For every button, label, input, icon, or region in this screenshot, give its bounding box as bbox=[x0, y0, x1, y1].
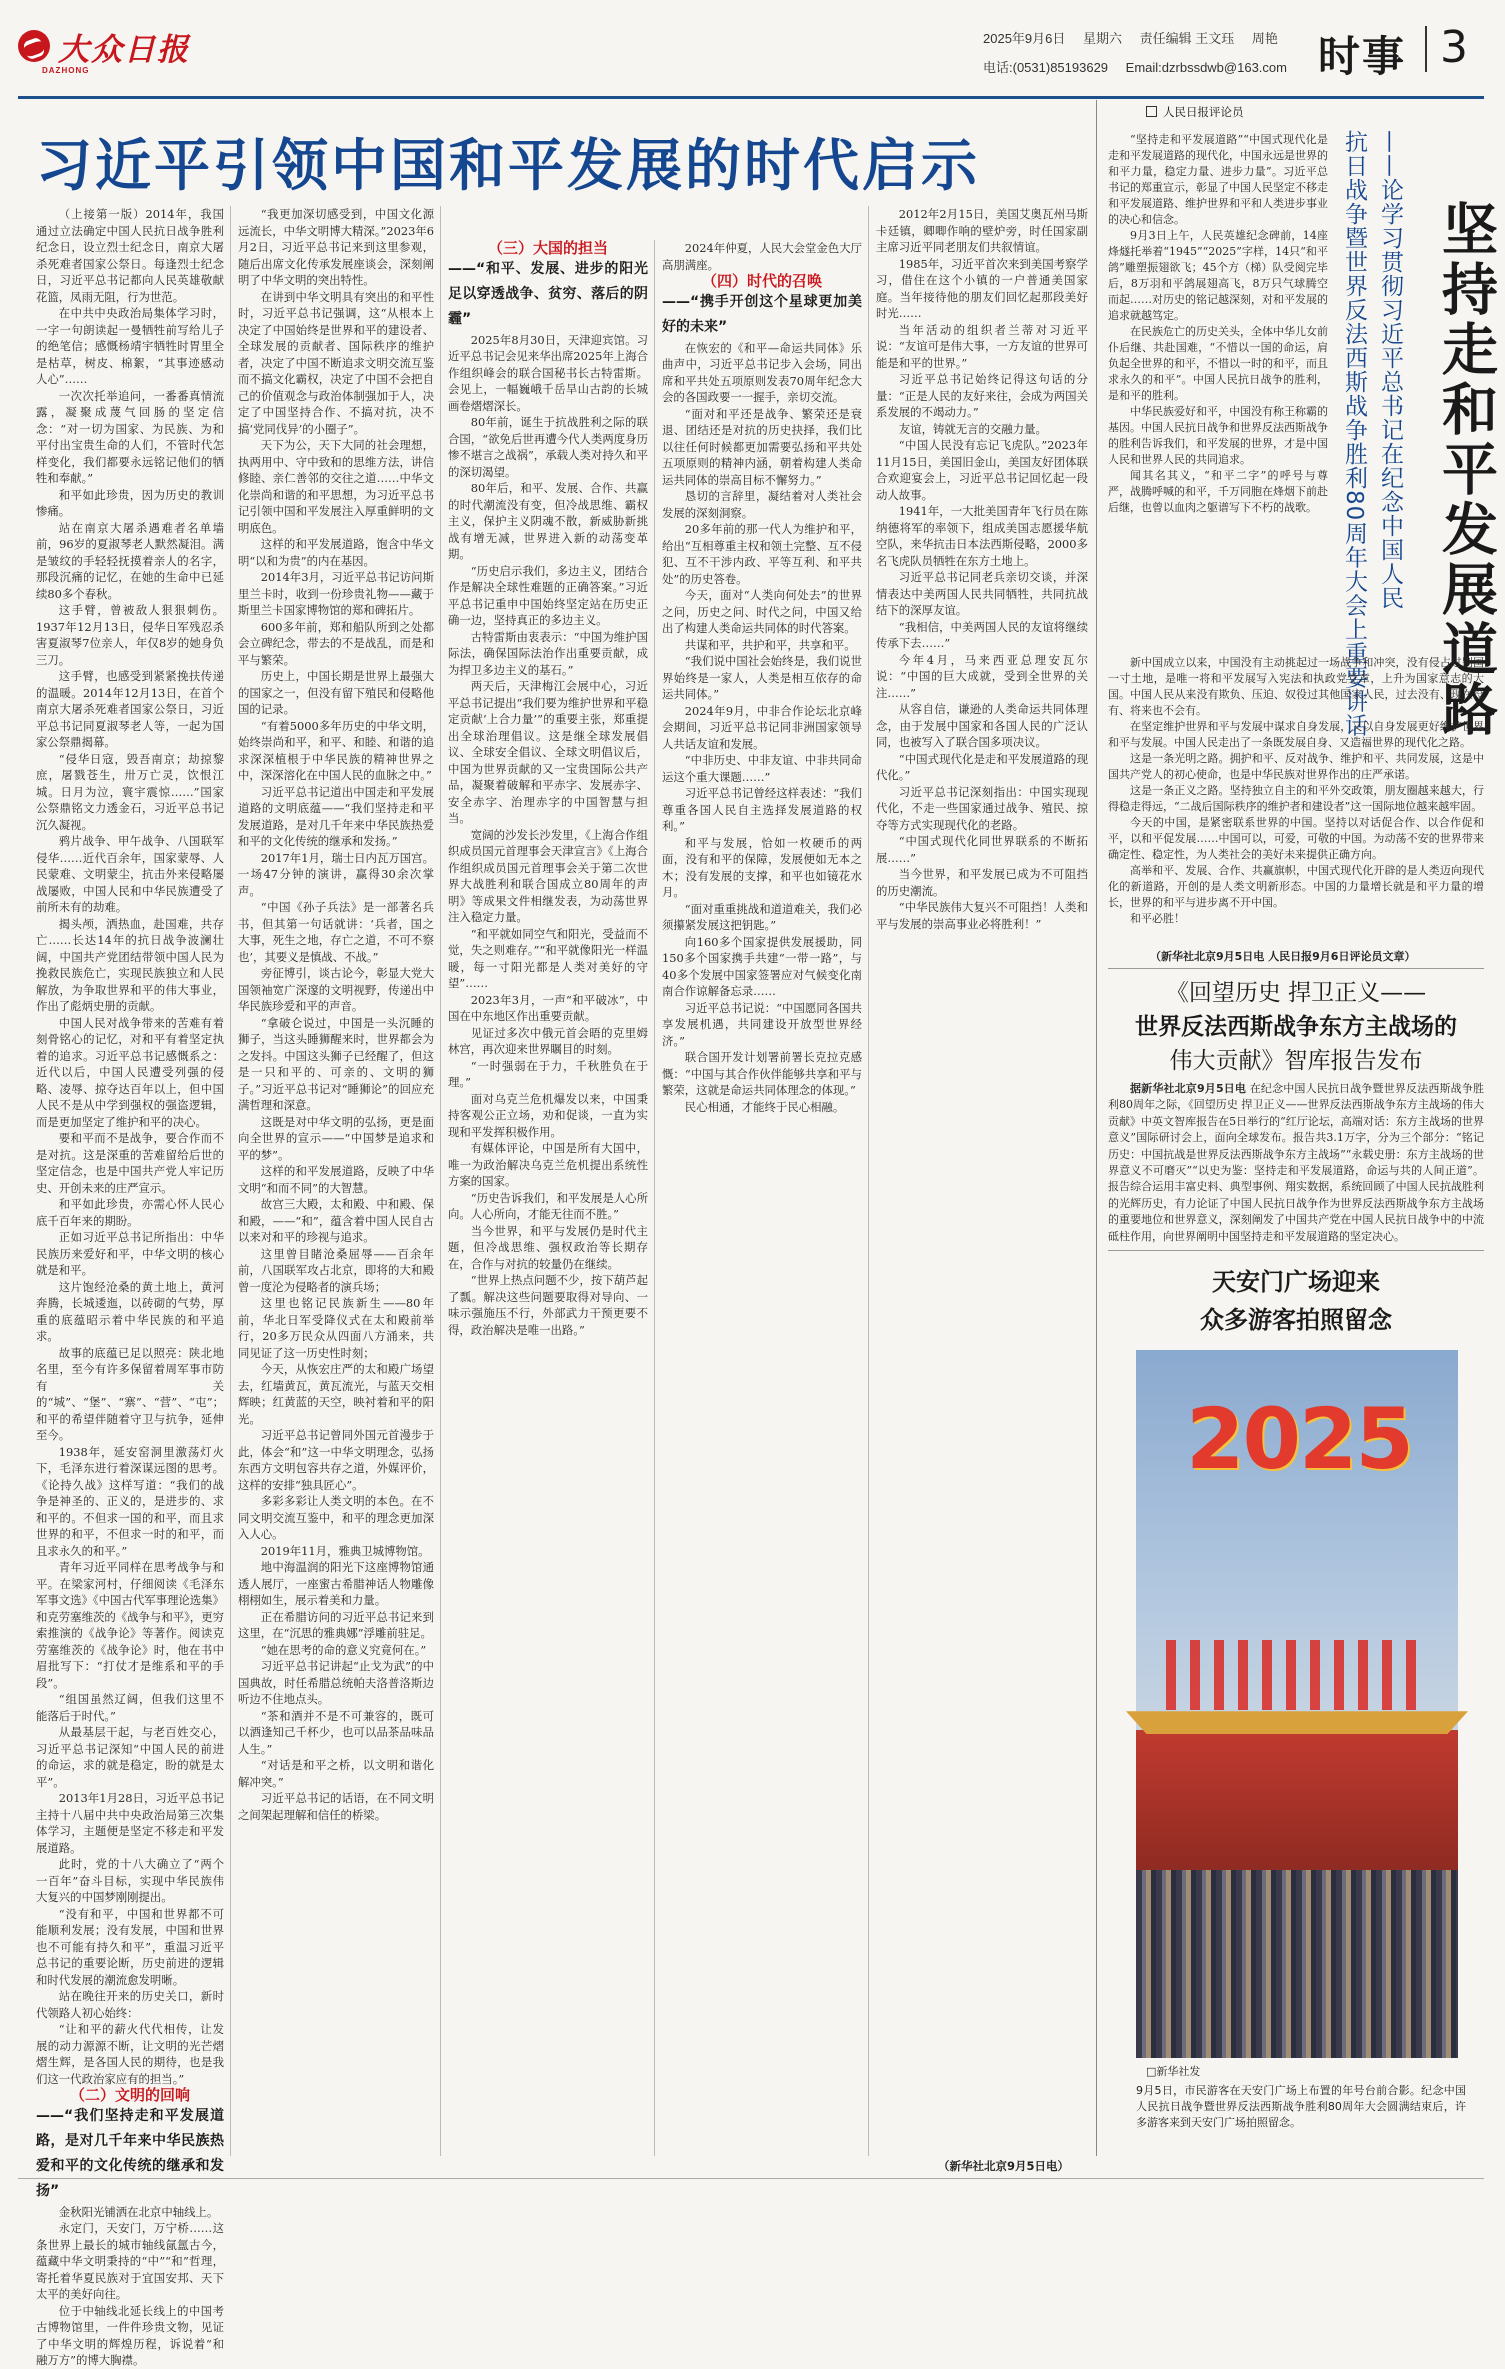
paragraph: 这里曾目睹沧桑屈辱——百余年前，八国联军攻占北京，即将的大和殿曾一度沦为侵略者的演兵场； bbox=[238, 1246, 434, 1294]
paragraph: 位于中轴线北延长线上的中国考古博物馆里，一件件珍贵文物，见证了中华文明的辉煌历程，诉说着“和融万方”的博大胸襟。 bbox=[36, 2303, 224, 2367]
paragraph: 金秋阳光铺洒在北京中轴线上。 bbox=[58, 2204, 219, 2219]
article-column-2 bbox=[238, 206, 434, 2156]
paragraph: 在讲到中华文明具有突出的和平性时，习近平总书记强调，这“从根本上决定了中国始终是世界和平的建设者、全球发展的贡献者、国际秩序的维护者，决定了中国不断追求文明交流互鉴而不搞文化霸权，决定了中国不会把自己的价值观念与政治体制强加于人，决定了中国坚持合作、不搞对抗，决不搞‘党同伐异’的小圈子”。 bbox=[238, 289, 434, 436]
paragraph: 故事的底蕴已足以照亮：陕北地名里，至今有许多保留着周军事市防有关的“城”、“堡”、“寨”、“营”、“屯”；和平的希望伴随着守卫与抗争，延伸至今。 bbox=[36, 1345, 224, 1442]
paragraph: 新中国成立以来，中国没有主动挑起过一场战争和冲突，没有侵占过别国一寸土地，是唯一将和平发展写入宪法和执政党党章，上升为国家意志的大国。中国人民从来没有欺负、压迫、奴役过其他国家人民，过去没有、现在没有、将来也不会有。 bbox=[1108, 656, 1484, 717]
paragraph: 天下为公，天下大同的社会理想，执两用中、守中致和的思维方法，讲信修睦、亲仁善邻的交往之道……中华文化崇尚和谐的和平思想，为习近平总书记引领中国和平发展注入厚重鲜明的文明底色。 bbox=[238, 438, 434, 535]
section-divider bbox=[1425, 26, 1427, 72]
paragraph: （上接第一版）2014年，我国通过立法确定中国人民抗日战争胜利纪念日，设立烈士纪念日，南京大屠杀死难者国家公祭日。每逢烈士纪念日，习近平总书记都向人民英雄敬献花篮，凤雨无阻，行为世范。 bbox=[36, 207, 224, 304]
paragraph: 这既是对中华文明的弘扬，更是面向全世界的宣示——“中国梦是追求和平的梦”。 bbox=[238, 1114, 434, 1162]
column-divider bbox=[230, 206, 231, 2156]
column-divider bbox=[868, 206, 869, 2156]
paragraph: 20多年前的那一代人为维护和平，给出“互相尊重主权和领土完整、互不侵犯、互不干涉内政、平等互利、和平共处”的历史答卷。 bbox=[662, 522, 862, 586]
article-column-4 bbox=[662, 240, 862, 2156]
logo-subtext: DAZHONG bbox=[42, 66, 90, 75]
paragraph: 站在晚往开来的历史关口，新时代领路人初心始终： bbox=[36, 1989, 224, 2020]
paragraph: 在恢宏的《和平—命运共同体》乐曲声中，习近平总书记步入会场，同出席和平共处五项原则发表70周年纪念大会的各国政要一一握手，亲切交流。 bbox=[662, 340, 862, 404]
section-subhead: （二）文明的回响 bbox=[69, 2086, 190, 2104]
paragraph: 要和平而不是战争，要合作而不是对抗。这是深重的苦难留给后世的坚定信念，也是中国共产党人牢记历史、开创未来的庄严宣示。 bbox=[36, 1131, 224, 1195]
badge-label: 人民日报评论员 bbox=[1163, 105, 1244, 119]
paragraph: 2013年1月28日，习近平总书记主持十八届中共中央政治局第三次集体学习，主题便是坚定不移走和平发展道路。 bbox=[36, 1791, 224, 1855]
paragraph: “我更加深切感受到，中国文化源远流长，中华文明博大精深。”2023年6月2日，习近平总书记来到这里参观，随后出席文化传承发展座谈会，深刻阐明了中华文明的突出特性。 bbox=[238, 207, 434, 287]
paragraph: 600多年前，郑和船队所到之处都会立碑纪念，带去的不是战乱，而是和平与繁荣。 bbox=[238, 619, 434, 667]
paragraph: 当今世界，和平与发展仍是时代主题，但冷战思维、强权政治等长期存在，合作与对抗的较量仍在继续。 bbox=[448, 1223, 648, 1271]
paragraph: 旁征博引，谈古论今，彰显大党大国领袖宽广深邃的文明视野，传递出中华民族珍爱和平的声音。 bbox=[238, 966, 434, 1013]
paragraph: 今天，从恢宏庄严的太和殿广场望去，红墙黄瓦，黄瓦流光，与蓝天交相辉映；红黄蓝的天空，映衬着和平的阳光。 bbox=[238, 1362, 434, 1426]
photo-credit: □新华社发 bbox=[1146, 2065, 1201, 2078]
report-title-line: 伟大贡献》智库报告发布 bbox=[1169, 1048, 1423, 1074]
tiananmen-gate bbox=[1136, 1730, 1458, 1870]
paragraph: 站在南京大屠杀遇难者名单墙前，96岁的夏淑琴老人默然凝泪。满是皱纹的手轻轻抚摸着亲人的名字，那段沉痛的记忆，在她的生命中已延续80多个春秋。 bbox=[36, 520, 224, 601]
paragraph: 这是一条正义之路。坚持独立自主的和平外交政策，朋友圈越来越大，行得稳走得远，“二战后国际秩序的维护者和建设者”这一国际地位越来越牢固。 bbox=[1108, 784, 1484, 813]
paragraph: “拿破仑说过，中国是一头沉睡的狮子，当这头睡狮醒来时，世界都会为之发抖。中国这头狮子已经醒了，但这是一只和平的、可亲的、文明的狮子。”习近平总书记对“睡狮论”的回应充满哲理和深意。 bbox=[238, 1015, 434, 1112]
header-info bbox=[983, 28, 1301, 76]
paragraph: “有着5000多年历史的中华文明，始终崇尚和平，和平、和睦、和谐的追求深深植根于中华民族的精神世界之中，深深溶化在中国人民的血脉之中。” bbox=[238, 718, 434, 782]
designer-name: 周艳 bbox=[1251, 31, 1278, 46]
paragraph: “对话是和平之桥，以文明和谐化解冲突。” bbox=[238, 1758, 434, 1789]
paragraph: 2023年3月，一声“和平破冰”，中国在中东地区作出重要贡献。 bbox=[448, 992, 648, 1023]
paragraph: 这是一条光明之路。拥护和平、反对战争、维护和平、共同发展，这是中国共产党人的初心使命，也是中华民族对世界作出的庄严承诺。 bbox=[1108, 752, 1484, 781]
column-divider bbox=[440, 206, 441, 2156]
paragraph: 闻其名其义，“和平二字”的呼号与尊严，战腾呼喊的和平，千万同胞在烽烟下前赴后继，也曾以血肉之躯谱写下不朽的战歌。 bbox=[1108, 469, 1328, 514]
paragraph: 1985年，习近平首次来到美国考察学习，借住在这个小镇的一户普通美国家庭。当年接待他的朋友们回忆起那段美好时光…… bbox=[876, 256, 1088, 320]
photo-caption: 9月5日，市民游客在天安门广场上布置的年号台前合影。纪念中国人民抗日战争暨世界反法西斯战争胜利80周年大会圆满结束后，许多游客来到天安门广场拍照留念。 bbox=[1136, 2084, 1466, 2129]
paragraph: 1941年，一大批美国青年飞行员在陈纳德将军的率领下，组成美国志愿援华航空队，来华抗击日本法西斯侵略，2000多名飞虎队员牺牲在东方土地上。 bbox=[876, 504, 1088, 568]
tiananmen-photo[interactable] bbox=[1136, 1350, 1458, 2058]
paragraph: 此时，党的十八大确立了“两个一百年”奋斗目标，实现中华民族伟大复兴的中国梦刚刚提出。 bbox=[36, 1857, 224, 1904]
flags-decoration bbox=[1166, 1640, 1428, 1710]
paragraph: “一时强弱在于力，千秋胜负在于理。” bbox=[448, 1058, 648, 1089]
paragraph: 有媒体评论，中国是所有大国中，唯一为政治解决乌克兰危机提出系统性方案的国家。 bbox=[448, 1141, 648, 1188]
paragraph: 一次次托举追问，一番番真情流露，凝聚成蔑气回肠的坚定信念：“对一切为国家、为民族、为和平付出宝贵生命的人们，不管时代怎样变化，我们都要永远铭记他们的牺牲和奉献。” bbox=[36, 388, 224, 485]
paragraph: “面对和平还是战争、繁荣还是衰退、团结还是对抗的历史抉择，我们比以往任何时候都更加需要弘扬和平共处五项原则的精神内涵，朝着构建人类命运共同体的崇高目标不懈努力。” bbox=[662, 406, 862, 487]
paragraph: 历史上，中国长期是世界上最强大的国家之一，但没有留下殖民和侵略他国的记录。 bbox=[238, 669, 434, 716]
report-body bbox=[1108, 1081, 1485, 1243]
photo-headline-line: 天安门广场迎来 bbox=[1212, 1268, 1380, 1296]
paragraph: 在坚定维护世界和平与发展中谋求自身发展，又以自身发展更好维护世界和平与发展。中国人民走出了一条既发展自身、又造福世界的现代化之路。 bbox=[1108, 720, 1484, 749]
paragraph: 2019年11月，雅典卫城博物馆。 bbox=[260, 1543, 430, 1558]
paragraph: 这里也铭记民族新生——80年前，华北日军受降仪式在太和殿前举行，20多万民众从四面八方涌来，共同见证了这一历史性时刻； bbox=[238, 1296, 434, 1360]
paragraph: 80年前，诞生于抗战胜利之际的联合国，“欲免后世再遭今代人类两度身历惨不堪言之战祸”，承载人类对持久和平的深切渴望。 bbox=[448, 415, 648, 479]
report-title-line: 《回望历史 捍卫正义—— bbox=[1165, 980, 1427, 1006]
paragraph: “面对重重挑战和道道难关，我们必须攥紧发展这把钥匙。” bbox=[662, 901, 862, 932]
paragraph: 在中共中央政治局集体学习时，一字一句朗读起一曼牺牲前写给儿子的绝笔信；感慨杨靖宇牺牲时胃里全是枯草，树皮、棉絮，“其事迹感动人心”…… bbox=[36, 306, 224, 386]
paragraph: 见证过多次中俄元首会晤的克里姆林宫，再次迎来世界瞩目的时刻。 bbox=[448, 1025, 648, 1056]
square-icon bbox=[1146, 106, 1157, 117]
editor-name: 责任编辑 王文珏 bbox=[1139, 31, 1235, 46]
section-quote: ——“我们坚持走和平发展道路，是对几千年来中华民族热爱和平的文化传统的继承和发扬” bbox=[36, 2107, 224, 2199]
paragraph: 和平必胜！ bbox=[1130, 912, 1185, 925]
paragraph: 今天的中国，是紧密联系世界的中国。坚持以对话促合作、以合作促和平，以和平促发展……中国可以，可爱，可敬的中国。为动荡不安的世界带来确定性、稳定性，为人类社会的美好未来提供正确方向。 bbox=[1108, 816, 1484, 861]
paragraph: 友谊，铸就无言的交融力量。 bbox=[898, 421, 1047, 436]
paragraph: 习近平总书记深刻指出：中国实现现代化，不走一些国家通过战争、殖民、掠夺等方式实现现代化的老路。 bbox=[876, 784, 1088, 832]
paragraph: 这手臂，也感受到紧紧挽扶传递的温暖。2014年12月13日，在首个南京大屠杀死难者国家公祭日，习近平总书记同夏淑琴老人等，一起为国家公祭鼎揭幕。 bbox=[36, 669, 224, 749]
paragraph: 这样的和平发展道路，反映了中华文明“和而不同”的大智慧。 bbox=[238, 1164, 434, 1195]
paragraph: 恳切的言辞里，凝结着对人类社会发展的深刻洞察。 bbox=[662, 489, 862, 520]
contact-phone: 电话:(0531)85193629 bbox=[983, 60, 1109, 75]
paragraph: 习近平总书记同老兵亲切交谈，并深情表达中美两国人民共同牺牲，共同抗战结下的深厚友谊。 bbox=[876, 570, 1088, 617]
paragraph: 鸦片战争、甲午战争、八国联军侵华……近代百余年，国家蒙辱、人民蒙难、文明蒙尘，抗击外来侵略屡战屡败，中国人民和中华民族遭受了前所未有的劫难。 bbox=[36, 834, 224, 914]
paragraph: 在民族危亡的历史关头，全体中华儿女前仆后继、共赴国难，“不惜以一国的命运，肩负起全世界的和平，不惜以一时的和平，而且求永久的和平”。中国人民抗日战争的胜利，是和平的胜利。 bbox=[1108, 325, 1328, 402]
paragraph: 揭头颅，洒热血，赴国难，共存亡……长达14年的抗日战争波澜壮阔，中国共产党团结带领中国人民为挽救民族危亡，实现民族独立和人民解放，为争取世界和平的伟大事业，作出了彪炳史册的贡献。 bbox=[36, 916, 224, 1013]
paragraph: “茶和酒并不是不可兼容的，既可以酒逢知己千杯少，也可以品茶品味品人生。” bbox=[238, 1708, 434, 1756]
paragraph: 9月3日上午，人民英雄纪念碑前，14座烽燧托举着“1945”“2025”字样，14只“和平鸽”雕塑振翅欲飞；45个方（梯）队受阅完毕后，8万羽和平鸽展翅高飞，8万只气球腾空而起……对历史的铭记越深刻，对和平发展的追求就越笃定。 bbox=[1108, 229, 1328, 322]
paragraph: 面对乌克兰危机爆发以来，中国秉持客观公正立场，劝和促谈，一直为实现和平发挥积极作用。 bbox=[448, 1091, 648, 1139]
section-separator bbox=[1108, 1250, 1484, 1251]
sidebar-divider bbox=[1096, 100, 1097, 2156]
paragraph: 向160多个国家提供发展援助，同150多个国家携手共建“一带一路”，与40多个发展中国家签署应对气候变化南南合作谅解备忘录…… bbox=[662, 934, 862, 998]
paragraph: “她在思考的命的意义究竟何在。” bbox=[260, 1642, 427, 1657]
paragraph: 联合国开发计划署前署长克拉克感慨：“中国与其合作伙伴能够共享和平与繁荣，这就是命运共同体理念的体现。” bbox=[662, 1050, 862, 1097]
paragraph: 高举和平、发展、合作、共赢旗帜，中国式现代化开辟的是人类迈向现代化的新道路，开创的是人类文明新形态。中国的力量增长就是和平力量的增长，世界的和平与进步离不开中国。 bbox=[1108, 864, 1484, 909]
paragraph: “中非历史、中非友谊、中非共同命运这个重大课题……” bbox=[662, 753, 862, 784]
paragraph: “中华民族伟大复兴不可阻挡！人类和平与发展的崇高事业必将胜利！” bbox=[876, 900, 1088, 931]
paragraph: 这样的和平发展道路，饱含中华文明“以和为贵”的内在基因。 bbox=[238, 537, 434, 568]
paragraph: “中国人民没有忘记飞虎队。”2023年11月15日，美国旧金山，美国友好团体联合欢迎宴会上，习近平总书记回忆起一段动人故事。 bbox=[876, 438, 1088, 502]
section-separator bbox=[1108, 968, 1484, 969]
report-title-line: 世界反法西斯战争东方主战场的 bbox=[1135, 1014, 1457, 1040]
commentary-credit: （新华社北京9月5日电 人民日报9月6日评论员文章） bbox=[1150, 950, 1416, 963]
paragraph: 永定门，天安门，万宁桥……这条世界上最长的城市轴线氤氲古今，蕴藏中华文明秉持的“中”“和”哲理，寄托着华夏民族对于宜国安邦、天下太平的美好向往。 bbox=[36, 2221, 224, 2301]
commentator-badge bbox=[1146, 104, 1244, 120]
paragraph: 今天，面对“人类向何处去”的世界之问，历史之问、时代之问，中国又给出了构建人类命运共同体的时代答案。 bbox=[662, 588, 862, 635]
paragraph: 当年活动的组织者兰蒂对习近平说：“友谊可是伟大事，一方友谊的世界可能是和平的世界。” bbox=[876, 322, 1088, 370]
paragraph: 故宫三大殿，太和殿、中和殿、保和殿，——“和”，蕴含着中国人民自古以来对和平的珍视与追求。 bbox=[238, 1197, 434, 1244]
paragraph: 多彩多彩让人类文明的本色。在不同文明交流互鉴中，和平的理念更加深入人心。 bbox=[238, 1494, 434, 1541]
paragraph: “组国虽然辽阔，但我们这里不能落后于时代。” bbox=[36, 1692, 224, 1723]
paragraph: 中国人民对战争带来的苦难有着刻骨铭心的记忆，对和平有着坚定执着的追求。习近平总书记感慨系之：近代以后，中国人民遭受列强的侵略、凌辱、掠夺达百年以上，但中国人民不是从中学到强权的强盗逻辑，而是更加坚定了维护和平的决心。 bbox=[36, 1015, 224, 1129]
paragraph: 这手臂，曾被敌人狠狠刺伤。1937年12月13日，侵华日军残忍杀害夏淑琴7位亲人，年仅8岁的她身负三刀。 bbox=[36, 603, 224, 667]
paragraph: 习近平总书记曾同外国元首漫步于此，体会“和”这一中华文明理念，弘扬东西方文明包容共存之道，外媒评价，这样的安排“独具匠心”。 bbox=[238, 1428, 434, 1492]
logo-icon bbox=[18, 30, 50, 62]
paragraph: “和平就如同空气和阳光，受益而不觉，失之则难存。”“和平就像阳光一样温暖，每一寸阳光都是人类对美好的守望”…… bbox=[448, 926, 648, 990]
page-number: 3 bbox=[1440, 22, 1468, 73]
paragraph: 从最基层干起，与老百姓交心，习近平总书记深知“中国人民的前进的命运，求的就是稳定，盼的就是太平”。 bbox=[36, 1725, 224, 1789]
subtitle-line: ——论学习贯彻习近平总书记在纪念中国人民 bbox=[1377, 130, 1403, 610]
issue-weekday: 星期六 bbox=[1083, 31, 1123, 46]
paragraph: 地中海温润的阳光下这座博物馆通透人展厅，一座蜜古希腊神话人物雕像栩栩如生，展示着美和力量。 bbox=[238, 1560, 434, 1607]
paragraph: 和平如此珍贵，亦需心怀人民心底千百年来的期盼。 bbox=[36, 1197, 224, 1228]
report-lead: 据新华社北京9月5日电 bbox=[1130, 1082, 1247, 1095]
commentary-narrow-column bbox=[1108, 132, 1328, 652]
section-subhead: （三）大国的担当 bbox=[487, 239, 608, 257]
paragraph: 2012年2月15日，美国艾奥瓦州马斯卡廷镇，卿唧作响的壁炉旁，时任国家副主席习近平同老朋友们共叙情谊。 bbox=[876, 207, 1088, 254]
paragraph: “历史启示我们，多边主义，团结合作是解决全球性难题的正确答案。”习近平总书记重申中国始终坚定站在历史正确一边，坚持真正的多边主义。 bbox=[448, 563, 648, 627]
paragraph: 1938年，延安窑洞里激荡灯火下，毛泽东进行着深谋远图的思考。《论持久战》这样写道：“我们的战争是神圣的、正义的，是进步的、求和平的。不但求一国的和平，而且求世界的和平，不但求一时的和平，而且求永久的和平。” bbox=[36, 1444, 224, 1558]
paragraph: 和平如此珍贵，因为历史的教训惨痛。 bbox=[36, 487, 224, 518]
paragraph: 青年习近平同样在思考战争与和平。在梁家河村，仔细阅读《毛泽东军事文选》《中国古代军事理论选集》和克劳塞维茨的《战争与和平》，更穷索推演的《战争论》等著作。阅读克劳塞维茨的《战争论》时，他在书中眉批写下：“打仗才是维系和平的手段”。 bbox=[36, 1560, 224, 1690]
paragraph: 2024年9月，中非合作论坛北京峰会期间，习近平总书记同非洲国家领导人共话友谊和发展。 bbox=[662, 703, 862, 751]
paragraph: 和平与发展，恰如一枚硬币的两面，没有和平的保障，发展便如无本之木；没有发展的支撑，和平也如镜花水月。 bbox=[662, 835, 862, 899]
bottom-rule bbox=[18, 2178, 1484, 2179]
paragraph: 正在希腊访问的习近平总书记来到这里，在“沉思的雅典娜”浮雕前驻足。 bbox=[238, 1609, 434, 1640]
section-quote: ——“和平、发展、进步的阳光足以穿透战争、贫穷、落后的阴霾” bbox=[448, 260, 648, 327]
paragraph: 民心相通，才能终于民心相融。 bbox=[684, 1099, 845, 1114]
article-column-1 bbox=[36, 206, 224, 2367]
subtitle-line: 抗日战争暨世界反法西斯战争胜利80周年大会上重要讲话 bbox=[1341, 130, 1367, 738]
masthead-logo[interactable] bbox=[18, 26, 190, 75]
paragraph: 2024年仲夏，人民大会堂金色大厅高朋满座。 bbox=[662, 241, 862, 272]
paragraph: 今年4月，马来西亚总理安瓦尔说：“中国的巨大成就，受到全世界的关注……” bbox=[876, 652, 1088, 700]
paragraph: 习近平总书记道出中国走和平发展道路的文明底蕴——“我们坚持走和平发展道路，是对几千年来中华民族热爱和平的文化传统的继承和发扬。” bbox=[238, 784, 434, 848]
paragraph: “没有和平，中国和世界都不可能顺利发展；没有发展，中国和世界也不可能有持久和平”，重温习近平总书记的重要论断，历史前进的逻辑和时代发展的潮流愈发明晰。 bbox=[36, 1906, 224, 1987]
article-column-3 bbox=[448, 240, 648, 2156]
paragraph: 2017年1月，瑞士日内瓦万国宫。一场47分钟的演讲，赢得30余次掌声。 bbox=[238, 850, 434, 898]
paragraph: 习近平总书记曾经这样表述：“我们尊重各国人民自主选择发展道路的权利。” bbox=[662, 786, 862, 833]
column-divider bbox=[654, 240, 655, 2156]
paragraph: “历史告诉我们，和平发展是人心所向。人心所向，才能无往而不胜。” bbox=[448, 1190, 648, 1221]
paragraph: “侵华日寇，毁吾南京；劫掠黎庶，屠戮苍生，卅万亡灵，饮恨江城。日月为泣，寰宇震惊……”国家公祭鼎铭文力透金石，习近平总书记沉久凝视。 bbox=[36, 751, 224, 832]
contact-email[interactable]: Email:dzrbssdwb@163.com bbox=[1125, 60, 1287, 75]
paragraph: “我们说中国社会始终是，我们说世界始终是一家人，人类是相互依存的命运共同体。” bbox=[662, 654, 862, 701]
crowd-of-visitors bbox=[1136, 1870, 1458, 2058]
paragraph: “中国式现代化是走和平发展道路的现代化。” bbox=[876, 751, 1088, 782]
article-credit: （新华社北京9月5日电） bbox=[938, 2159, 1070, 2173]
paragraph: “我相信，中美两国人民的友谊将继续传承下去……” bbox=[876, 619, 1088, 650]
paragraph: 习近平总书记讲起“止戈为武”的中国典故，时任希腊总统帕夫洛普洛斯边听边不住地点头。 bbox=[238, 1659, 434, 1706]
logo-text: 大众日报 bbox=[58, 31, 190, 68]
paragraph: 习近平总书记始终记得这句话的分量：“正是人民的友好来往，会成为两国关系发展的不竭动力。” bbox=[876, 372, 1088, 419]
paragraph: 宽阔的沙发长沙发里，《上海合作组织成员国元首理事会天津宣言》《上海合作组织成员国元首理事会关于第二次世界大战胜利和联合国成立80周年的声明》等成果文件相继发表，为动荡世界注入稳定力量。 bbox=[448, 827, 648, 924]
paragraph: “中国式现代化同世界联系的不断拓展……” bbox=[876, 834, 1088, 865]
main-headline: 习近平引领中国和平发展的时代启示 bbox=[36, 134, 980, 199]
paragraph: 80年后，和平、发展、合作、共赢的时代潮流没有变，但冷战思维、霸权主义，保护主义阴魂不散，新威胁新挑战有增无减，世界进入新的动荡变革期。 bbox=[448, 481, 648, 561]
photo-headline bbox=[1108, 1263, 1484, 1339]
year-display-sign: 2025 bbox=[1186, 1390, 1412, 1488]
paragraph: 这片饱经沧桑的黄土地上，黄河奔腾，长城逶迤，以砖砌的气势，厚重的底蕴昭示着中华民族的和平追求。 bbox=[36, 1279, 224, 1343]
paragraph: 共谋和平，共护和平，共享和平。 bbox=[684, 637, 856, 652]
photo-headline-line: 众多游客拍照留念 bbox=[1200, 1306, 1392, 1334]
issue-date: 2025年9月6日 bbox=[983, 31, 1066, 46]
paragraph: 正如习近平总书记所指出：中华民族历来爱好和平，中华文明的核心就是和平。 bbox=[36, 1230, 224, 1277]
paragraph: “让和平的薪火代代相传，让发展的动力源源不断，让文明的光芒熠熠生辉，是各国人民的期待，也是我们这一代政治家应有的担当。” bbox=[36, 2022, 224, 2086]
commentary-title: 坚持走和平发展道路 bbox=[1433, 200, 1498, 740]
section-title: 时事 bbox=[1318, 32, 1407, 81]
paragraph: “世界上热点问题不少，按下葫芦起了瓢。解决这些问题要取得对导向、一味示强施压不行，外部武力干预更要不得，政治解决是唯一出路。” bbox=[448, 1273, 648, 1337]
header-rule bbox=[18, 96, 1484, 99]
paragraph: “坚持走和平发展道路”“中国式现代化是走和平发展道路的现代化，中国永远是世界的和平力量，稳定力量、进步力量”。习近平总书记的郑重宣示，彰显了中国人民坚定不移走和平发展道路、维护世界和平和人类进步事业的决心和信念。 bbox=[1108, 133, 1328, 226]
paragraph: “中国《孙子兵法》是一部著名兵书，但其第一句话就讲：‘兵者，国之大事，死生之地，存亡之道，不可不察也’，其要义是慎战、不战。” bbox=[238, 900, 434, 964]
paragraph: 当今世界，和平发展已成为不可阻挡的历史潮流。 bbox=[876, 867, 1088, 898]
paragraph: 从容自信，谦逊的人类命运共同体理念，由于发展中国家和各国人民的广泛认同，也被写入了联合国多项决议。 bbox=[876, 702, 1088, 749]
commentary-wide-column bbox=[1108, 655, 1484, 945]
paragraph: 两天后，天津梅江会展中心，习近平总书记提出“我们要为维护世界和平稳定贡献‘上合力量’”的重要主张，郑重提出全球治理倡议。这是继全球发展倡议、全球安全倡议、全球文明倡议后，中国为世界贡献的又一宝贵国际公共产品，凝聚着破解和平赤字、发展赤字、安全赤字、治理赤字的中国智慧与担当。 bbox=[448, 679, 648, 825]
section-quote: ——“携手开创这个星球更加美好的未来” bbox=[662, 293, 862, 335]
paragraph: 古特雷斯由衷表示：“中国为维护国际法，确保国际法治作出重要贡献，成为捍卫多边主义的基石。” bbox=[448, 629, 648, 677]
paragraph: 2025年8月30日，天津迎宾馆。习近平总书记会见来华出席2025年上海合作组织峰会的联合国秘书长古特雷斯。会见上，一幅巍峨千岳旱山古韵的长城画卷熠熠深长。 bbox=[448, 332, 648, 413]
paragraph: 习近平总书记说：“中国愿同各国共享发展机遇，共同建设开放型世界经济。” bbox=[662, 1000, 862, 1048]
report-text: 在纪念中国人民抗日战争暨世界反法西斯战争胜利80周年之际，《回望历史 捍卫正义——世界反法西斯战争东方主战场的伟大贡献》中英文智库报告在5日举行的“红厅论坛，高端对话：东方主战场的世界意义”国际研讨会上，面向全球发布。报告共3.1万字，分为三个部分：“铭记历史：中国抗战是世界反法西斯战争东方主战场”“永载史册：东方主战场的世界意义不可磨灭”“以史为鉴：坚持走和平发展道路，命运与共的人间正道”。报告综合运用丰富史料、典型事例、翔实数据，系统回顾了中国人民抗战胜利的光辉历史，有力论证了中国人民抗日战争作为世界反法西斯战争东方主战场的重要地位和世界意义，深刻阐发了中国共产党在中国人民抗日战争中的中流砥柱作用，向世界阐明中国坚持走和平发展道路的坚定决心。 bbox=[1108, 1082, 1485, 1243]
paragraph: 习近平总书记的话语，在不同文明之间架起理解和信任的桥梁。 bbox=[238, 1791, 434, 1822]
paragraph: 2014年3月，习近平总书记访问斯里兰卡时，收到一份珍贵礼物——藏于斯里兰卡国家博物馆的郑和碑拓片。 bbox=[238, 570, 434, 617]
article-column-5 bbox=[876, 206, 1088, 2152]
paragraph: 中华民族爱好和平，中国没有称王称霸的基因。中国人民抗日战争和世界反法西斯战争的胜利告诉我们，和平发展的世界，才是中国人民和世界人民的共同追求。 bbox=[1108, 405, 1328, 466]
section-subhead: （四）时代的召唤 bbox=[701, 272, 822, 290]
